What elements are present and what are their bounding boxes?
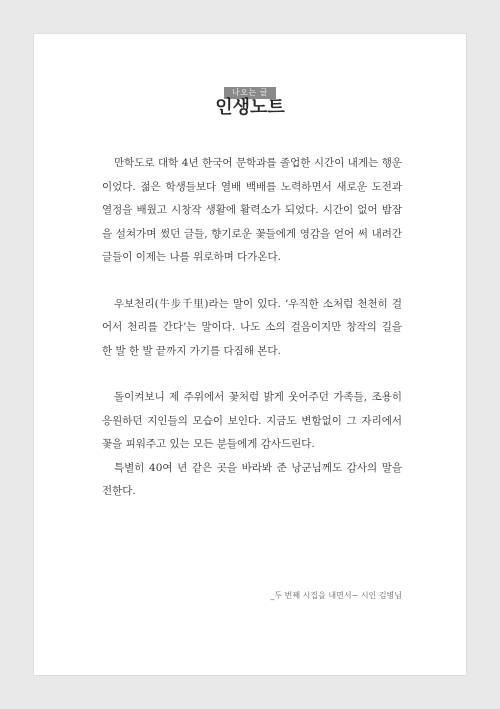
paragraph-1: 만학도로 대학 4년 한국어 문학과를 졸업한 시간이 내게는 행운이었다. 젊은 학생들보다 열배 백배를 노력하면서 새로운 도전과 열정을 배웠고 시창작 생활에 활력소가 되었다. 시간이 없어 밤잠을 설쳐가며 썼던 글들, 향기로운 꽃들에게 영감을 얻어 써 내려간 글들이 이제는 나를 위로하며 다가온다.	[102, 157, 402, 263]
author-signature: _두 번째 시집을 내면서~ 시인 김병님	[270, 591, 402, 600]
paragraph-2: 우보천리(牛步千里)라는 말이 있다. ‘우직한 소처럼 천천히 걸어서 천리를 간다’는 말이다. 나도 소의 걸음이지만 창작의 길을 한 발 한 발 끝까지 가기를 다짐해 본다.	[102, 297, 402, 357]
paragraph-3: 돌이켜보니 제 주위에서 꽃처럼 밝게 웃어주던 가족들, 조용히 응원하던 지인들의 모습이 보인다. 지금도 변함없이 그 자리에서 꽃을 피워주고 있는 모든 분들에게 감사드린다.	[102, 391, 402, 450]
paragraph-4: 특별히 40여 년 같은 곳을 바라봐 준 낭군님께도 감사의 말을 전한다.	[102, 461, 402, 497]
document-page	[34, 34, 466, 675]
section-label-badge: 나오는 글	[224, 87, 276, 99]
body-text	[102, 152, 402, 504]
page-title: 인생노트	[215, 97, 285, 118]
